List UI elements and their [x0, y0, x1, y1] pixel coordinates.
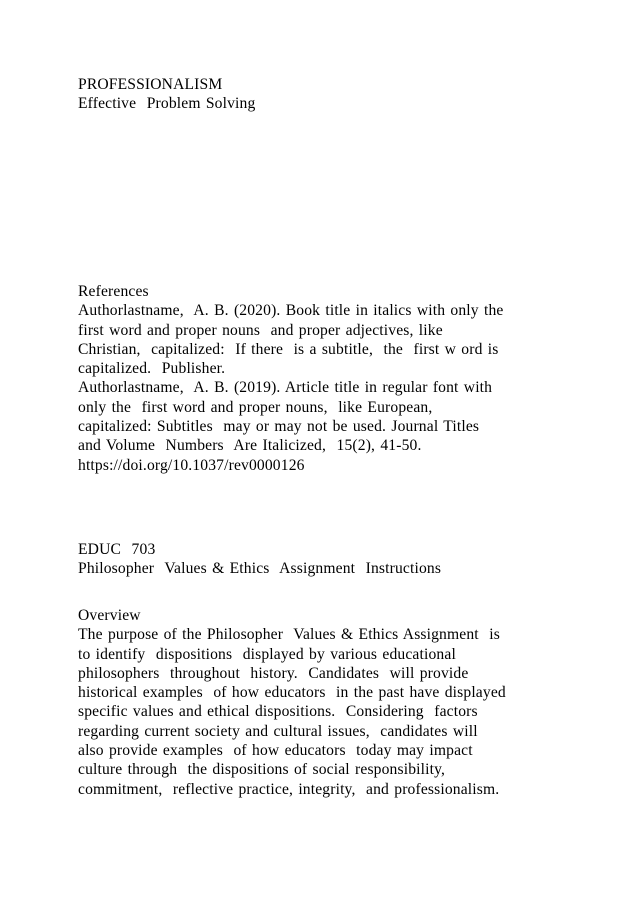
reference-line: and Volume Numbers Are Italicized, 15(2), 41-50.: [78, 437, 422, 455]
reference-line: first word and proper nouns and proper adjectives, like: [78, 321, 443, 339]
overview-heading: Overview: [78, 607, 141, 624]
overview-line: philosophers throughout history. Candidates will provide: [78, 664, 469, 682]
overview-line: regarding current society and cultural issues, candidates will: [78, 722, 478, 740]
overview-section: [78, 606, 618, 799]
overview-line: specific values and ethical dispositions. Considering factors: [78, 703, 478, 721]
document-header: [78, 75, 618, 114]
assignment-title: Philosopher Values & Ethics Assignment Instructions: [78, 560, 442, 578]
reference-line: Christian, capitalized: If there is a subtitle, the first w ord is: [78, 340, 499, 358]
reference-line: Authorlastname, A. B. (2019). Article title in regular font with: [78, 379, 493, 397]
reference-line: only the first word and proper nouns, like European,: [78, 398, 433, 416]
references-section: [78, 282, 618, 475]
overview-line: also provide examples of how educators today may impact: [78, 742, 473, 760]
overview-line: The purpose of the Philosopher Values & Ethics Assignment is: [78, 626, 500, 644]
reference-line: capitalized. Publisher.: [78, 360, 226, 378]
document-subtitle: Effective Problem Solving: [78, 95, 256, 113]
overview-line: historical examples of how educators in the past have displayed: [78, 684, 506, 702]
course-code: EDUC 703: [78, 541, 156, 558]
reference-line: Authorlastname, A. B. (2020). Book title in italics with only the: [78, 302, 504, 320]
document-title: PROFESSIONALISM: [78, 76, 223, 93]
overview-line: culture through the dispositions of social responsibility,: [78, 761, 446, 779]
overview-line: to identify dispositions displayed by various educational: [78, 645, 456, 663]
reference-doi-line: https://doi.org/10.1037/rev0000126: [78, 456, 305, 474]
overview-line: commitment, reflective practice, integrity, and professionalism.: [78, 780, 500, 798]
references-heading: References: [78, 283, 149, 300]
reference-line: capitalized: Subtitles may or may not be used. Journal Titles: [78, 418, 480, 436]
course-header: [78, 540, 618, 579]
